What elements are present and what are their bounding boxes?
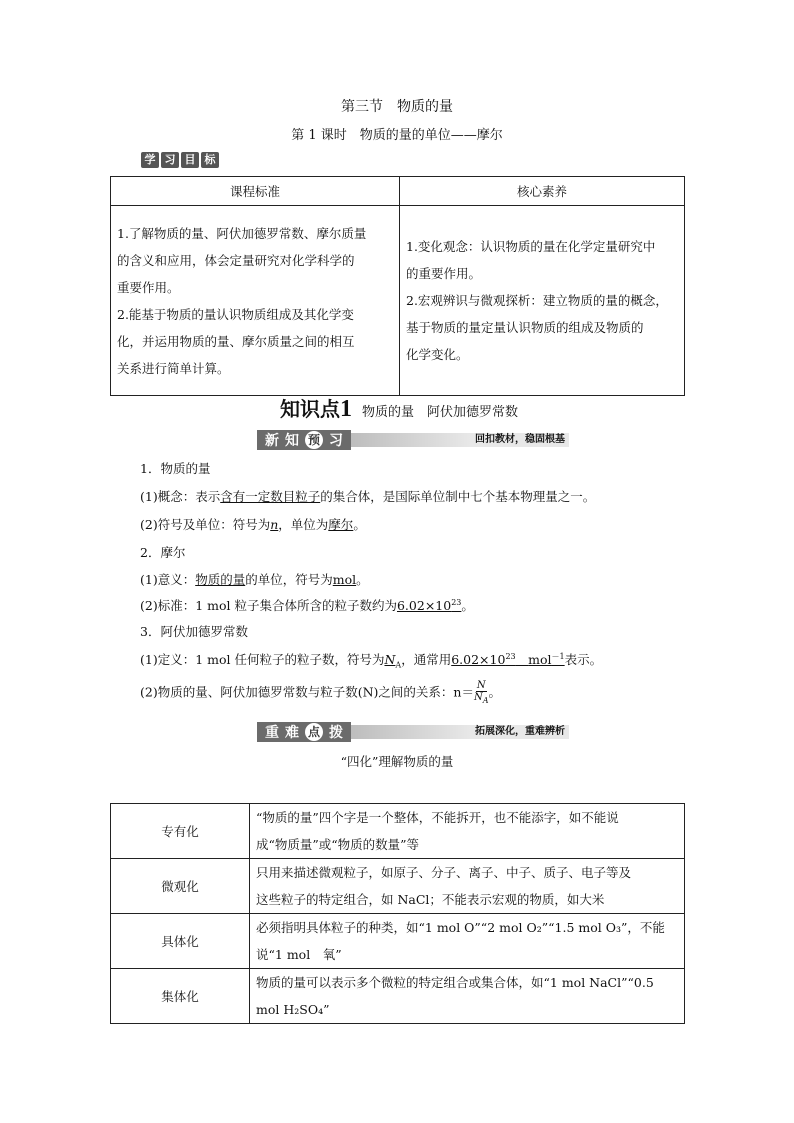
aspect-key: 专有化 [111,804,250,859]
banner-char: 难 [285,725,299,741]
goal-line: 1.变化观念：认识物质的量在化学定量研究中 [406,239,656,254]
goals-header-literacy: 核心素养 [400,177,685,206]
preview-banner [257,430,569,450]
banner-tag: 拓展深化，重难辨析 [471,725,569,739]
table-row [111,969,685,1024]
badge-char: 习 [161,152,179,168]
aspect-key: 具体化 [111,914,250,969]
goal-line: 1.了解物质的量、阿伏加德罗常数、摩尔质量 [117,225,367,241]
knowledge-point-number: 1 [340,396,352,422]
line-standard: (2)标准：1 mol 粒子集合体所含的粒子数约为$6.02\times 10^{23}$。 [140,597,474,613]
goal-line: 关系进行简单计算。 [117,360,230,376]
answer-blank: n [270,517,279,532]
goal-line: 2.宏观辨识与微观探析：建立物质的量的概念， [406,293,668,308]
key-points-banner [257,722,569,742]
table-row [111,804,685,859]
banner-char-circle: 点 [305,723,323,741]
goals-literacy-cell [400,206,685,396]
answer-blank: 物质的量 [195,572,246,587]
answer-blank: mol [332,572,357,587]
line-concept: (1)概念：表示含有一定数目粒子的集合体，是国际单位制中七个基本物理量之一。 [140,489,596,504]
aspect-desc: 必须指明具体粒子的种类，如“1 mol O”“2 mol O₂”“1.5 mol O₃”，不能 说“1 mol 氧” [250,914,685,969]
table-row [111,914,685,969]
goal-line: 化，并运用物质的量、摩尔质量之间的相互 [117,333,355,349]
answer-blank: $6.02\times 10^{23}$ mol$^{-1}$ [451,651,565,667]
aspect-desc: 只用来描述微观粒子，如原子、分子、离子、中子、质子、电子等及 这些粒子的特定组合，如 NaCl；不能表示宏观的物质，如大米 [250,859,685,914]
banner-char-circle: 预 [305,431,323,449]
table-row [111,859,685,914]
goals-table [110,176,685,396]
heading-mole: 2．摩尔 [140,545,186,560]
knowledge-point-label: 知识点1 [280,396,352,422]
answer-blank: $6.02\times 10^{23}$ [396,597,462,613]
banner-char: 重 [265,725,279,741]
goal-line: 的含义和应用，体会定量研究对化学科学的 [117,252,355,268]
line-meaning: (1)意义：物质的量的单位，符号为mol。 [140,572,369,587]
aspect-key: 集体化 [111,969,250,1024]
aspect-desc: “物质的量”四个字是一个整体，不能拆开，也不能添字，如不能说 成“物质量”或“物质的数量”等 [250,804,685,859]
line-symbol: (2)符号及单位：符号为n，单位为摩尔。 [140,517,366,532]
goal-line: 化学变化。 [406,347,469,362]
goal-line: 的重要作用。 [406,266,482,281]
badge-char: 标 [201,152,219,168]
goal-line: 2.能基于物质的量认识物质组成及其化学变 [117,306,354,322]
badge-char: 目 [181,152,199,168]
answer-blank: $N_A$ [384,652,402,670]
section-title: 第三节 物质的量 [341,99,453,115]
goals-header-standard: 课程标准 [111,177,400,206]
four-aspects-table [110,803,685,1024]
knowledge-point-title: 物质的量 阿伏加德罗常数 [362,405,519,420]
line-definition: (1)定义：1 mol 任何粒子的粒子数，符号为$N_A$，通常用$6.02\times 10^{23}$ mol$^{-1}$表示。 [140,651,603,670]
banner-stripe [351,433,471,447]
goals-standard-cell [111,206,400,396]
banner-char: 习 [329,433,343,449]
banner-char: 新 [265,433,279,449]
answer-blank: 摩尔 [328,517,354,532]
formula-fraction: $\frac{N}{N_A}$ [473,680,489,705]
goal-line: 基于物质的量定量认识物质的组成及物质的 [406,320,644,335]
line-relation: (2)物质的量、阿伏加德罗常数与粒子数(N)之间的关系：n＝ $\frac{N}{N_A}$ 。 [140,680,501,705]
banner-stripe [351,725,471,739]
aspect-desc: 物质的量可以表示多个微粒的特定组合或集合体，如“1 mol NaCl”“0.5 mol H₂SO₄” [250,969,685,1024]
heading-amount: 1．物质的量 [140,461,211,476]
banner-tag: 回扣教材，稳固根基 [471,433,569,447]
badge-char: 学 [141,152,159,168]
aspect-key: 微观化 [111,859,250,914]
knowledge-point-heading [280,393,518,423]
goal-line: 重要作用。 [117,279,180,295]
lesson-title: 第 1 课时 物质的量的单位——摩尔 [291,128,503,143]
banner-char: 知 [285,433,299,449]
answer-blank: 含有一定数目粒子 [220,489,321,504]
learning-goal-badge [141,152,219,168]
banner-char: 拨 [329,725,343,741]
heading-avogadro: 3．阿伏加德罗常数 [140,624,248,639]
four-aspects-title: “四化”理解物质的量 [340,754,454,769]
